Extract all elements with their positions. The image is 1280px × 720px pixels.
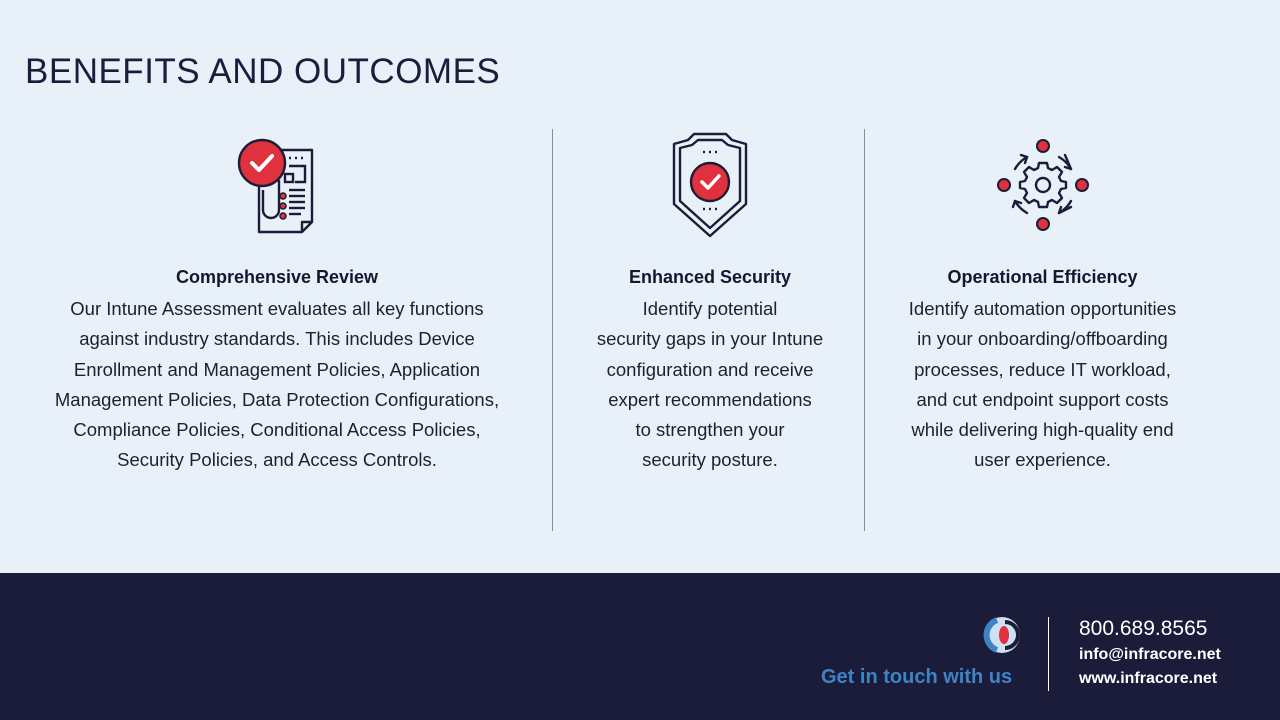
- column-divider: [864, 129, 865, 531]
- benefit-heading: Operational Efficiency: [947, 267, 1138, 287]
- get-in-touch-link[interactable]: Get in touch with us: [821, 666, 1013, 688]
- benefit-comprehensive-review: [30, 130, 524, 476]
- shield-check-icon: [572, 130, 848, 240]
- infracore-logo: [983, 616, 1021, 659]
- benefit-enhanced-security: [572, 130, 848, 476]
- benefit-operational-efficiency: [880, 130, 1205, 476]
- gear-cycle-icon: [880, 130, 1205, 240]
- document-check-icon: [30, 130, 524, 240]
- benefit-heading: Enhanced Security: [628, 267, 792, 287]
- benefit-description: Identify automation opportunities in your onboarding/offboarding processes, reduce IT workload, and cut endpoint support costs while delivering high-quality end user experience.: [908, 298, 1177, 471]
- column-divider: [552, 129, 553, 531]
- benefit-description: Identify potential security gaps in your Intune configuration and receive expert recommendations to strengthen your security posture.: [596, 298, 824, 471]
- page-title: BENEFITS AND OUTCOMES: [25, 52, 501, 91]
- benefit-description: Our Intune Assessment evaluates all key functions against industry standards. This includes Device Enrollment and Management Policies, Application Management Policies, Data Protection Configurations, Compliance Policies, Conditional Access Policies, Security Policies, and Access Controls.: [54, 298, 500, 471]
- email-link[interactable]: info@infracore.net: [1079, 646, 1221, 663]
- benefit-heading: Comprehensive Review: [175, 267, 379, 287]
- phone-number[interactable]: 800.689.8565: [1079, 617, 1208, 640]
- footer-divider: [1048, 617, 1049, 691]
- website-link[interactable]: www.infracore.net: [1079, 670, 1218, 687]
